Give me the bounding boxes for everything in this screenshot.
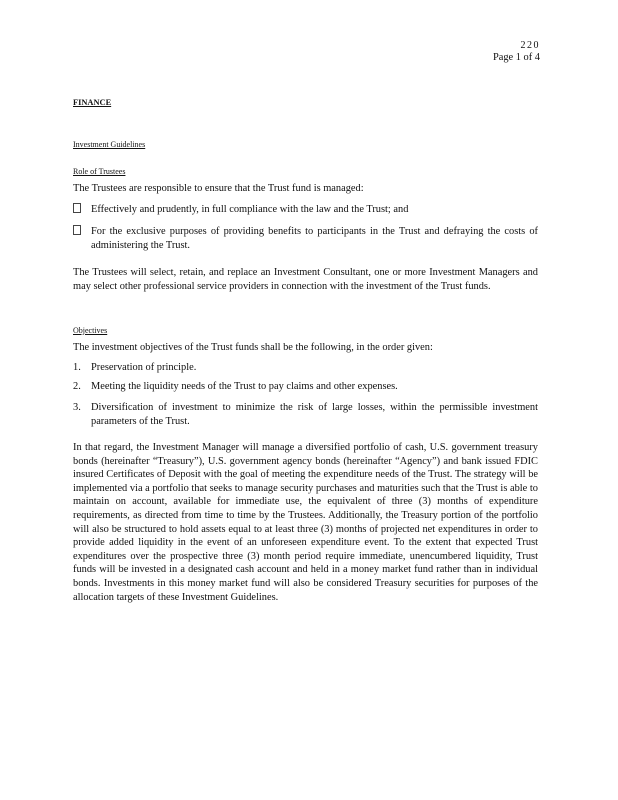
section-heading-investment-guidelines: Investment Guidelines <box>73 140 146 149</box>
numbered-list-item <box>73 380 538 394</box>
numbered-list-item <box>73 361 538 375</box>
list-number: 3. <box>73 402 81 413</box>
bullet-text: Effectively and prudently, in full compliance with the law and the Trust; and <box>91 204 409 215</box>
list-number: 1. <box>73 362 81 373</box>
list-text: Meeting the liquidity needs of the Trust to pay claims and other expenses. <box>91 381 398 392</box>
section-heading-finance: FINANCE <box>73 98 112 107</box>
bullet-box-icon <box>73 203 81 217</box>
bullet-list-item <box>73 203 538 217</box>
section-heading-role-of-trustees: Role of Trustees <box>73 167 126 176</box>
selection-paragraph: The Trustees will select, retain, and replace an Investment Consultant, one or more Investment Managers and may select other professional service providers in connection with the investment of the Trust funds. <box>73 267 538 292</box>
bullet-text: For the exclusive purposes of providing benefits to participants in the Trust and defraying the costs of administering the Trust. <box>91 226 538 251</box>
bullet-box-icon <box>73 225 81 239</box>
section-heading-objectives: Objectives <box>73 326 108 335</box>
list-number: 2. <box>73 381 81 392</box>
list-text: Preservation of principle. <box>91 362 197 373</box>
bullet-list-item <box>73 225 538 252</box>
page-number: Page 1 of 4 <box>492 52 540 63</box>
objectives-intro-paragraph: The investment objectives of the Trust funds shall be the following, in the order given: <box>73 342 433 353</box>
document-number: 220 <box>520 40 540 51</box>
investment-strategy-paragraph: In that regard, the Investment Manager will manage a diversified portfolio of cash, U.S. government treasury bonds (hereinafter “Treasury”), U.S. government agency bonds (hereinafter “Agency”) and bank issued FDIC insured Certificates of Deposit with the goal of meeting the expenditure needs of the Trust. The strategy will be implemented via a portfolio that seeks to manage security purchases and maturities such that the Trust is able to maintain on account, available for immediate use, the equivalent of three (3) months of expenditure requirements, as directed from time to time by the Trustees. Additionally, the Treasury portion of the portfolio will also be structured to hold assets equal to at least three (3) months of projected net expenditures in order to provide added liquidity in the event of an unforeseen expenditure event. To the extent that expected Trust expenditures over the prospective three (3) month period require immediate, unencumbered liquidity, Trust funds will be invested in a designated cash account and held in a money market fund rather than in individual bonds. Investments in this money market fund will also be considered Treasury securities for purposes of the allocation targets of these Investment Guidelines. <box>73 442 538 603</box>
list-text: Diversification of investment to minimize the risk of large losses, within the permissible investment parameters of the Trust. <box>91 402 538 427</box>
role-intro-paragraph: The Trustees are responsible to ensure that the Trust fund is managed: <box>73 183 364 194</box>
numbered-list-item <box>73 401 538 428</box>
